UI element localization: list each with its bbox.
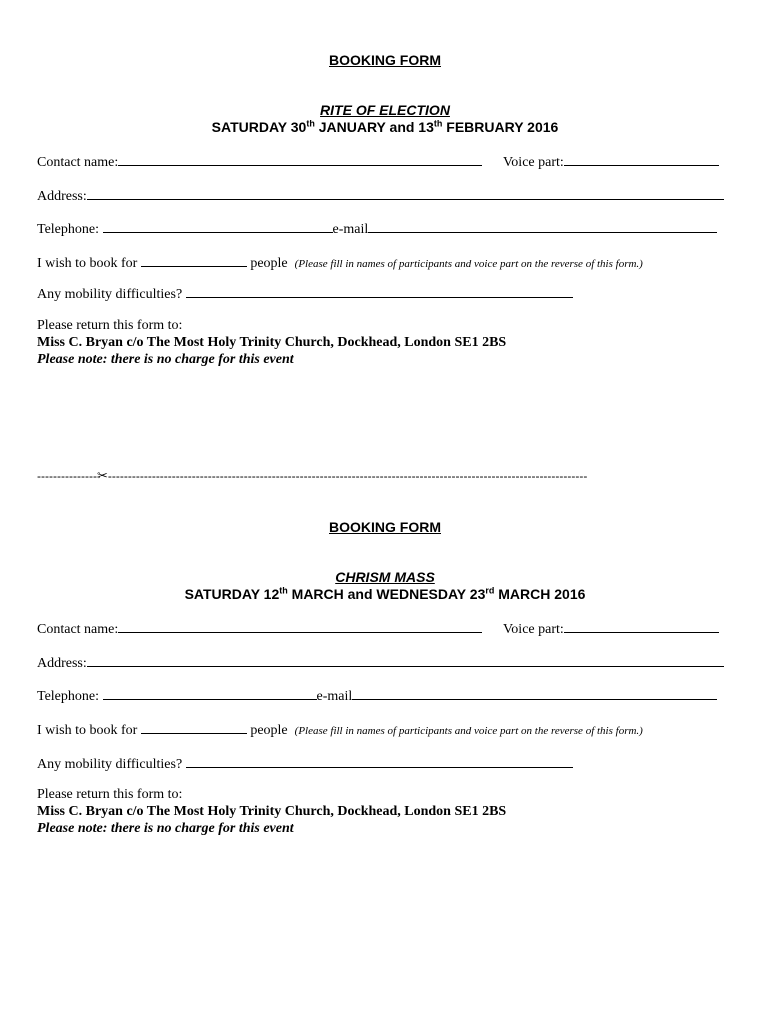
charge-note: Please note: there is no charge for this event (37, 821, 294, 836)
booking-prefix: I wish to book for (37, 723, 138, 738)
mobility-row (37, 754, 573, 773)
event-dates: SATURDAY 30th JANUARY and 13th FEBRUARY 2016 (211, 118, 559, 135)
event-title: RITE OF ELECTION (320, 102, 450, 118)
booking-count-row (37, 253, 643, 272)
booking-prefix: I wish to book for (37, 256, 138, 271)
contact-name-label: Contact name: (37, 622, 119, 637)
voice-part-label: Voice part: (503, 622, 564, 637)
telephone-field[interactable] (103, 219, 333, 233)
address-row (37, 653, 724, 672)
mobility-label: Any mobility difficulties? (37, 287, 183, 302)
cut-line (37, 469, 732, 484)
email-label: e-mail (316, 689, 353, 704)
voice-part-field[interactable] (564, 619, 719, 633)
voice-part-row (503, 152, 719, 171)
booking-suffix: people (250, 256, 288, 271)
booking-note: (Please fill in names of participants and voice part on the reverse of this form.) (294, 258, 643, 270)
email-field[interactable] (352, 686, 717, 700)
voice-part-label: Voice part: (503, 155, 564, 170)
address-label: Address: (37, 189, 87, 204)
contact-name-label: Contact name: (37, 155, 119, 170)
booking-count-row (37, 720, 643, 739)
scissors-icon: ✂ (96, 469, 108, 484)
contact-name-field[interactable] (118, 152, 482, 166)
cut-line-right: ------------------------------------------------------------------------------------------------------------------------ (107, 469, 588, 483)
form-heading: BOOKING FORM (329, 519, 441, 535)
email-label: e-mail (332, 222, 369, 237)
mobility-field[interactable] (186, 284, 573, 298)
address-row (37, 186, 724, 205)
mobility-field[interactable] (186, 754, 573, 768)
mobility-label: Any mobility difficulties? (37, 757, 183, 772)
address-label: Address: (37, 656, 87, 671)
telephone-row (37, 219, 717, 238)
telephone-row (37, 686, 717, 705)
booking-suffix: people (250, 723, 288, 738)
form-heading: BOOKING FORM (329, 52, 441, 68)
people-count-field[interactable] (141, 253, 247, 267)
address-field[interactable] (87, 653, 724, 667)
telephone-label: Telephone: (37, 222, 99, 237)
people-count-field[interactable] (141, 720, 247, 734)
charge-note: Please note: there is no charge for this event (37, 352, 294, 367)
address-field[interactable] (87, 186, 724, 200)
telephone-field[interactable] (103, 686, 317, 700)
return-label: Please return this form to: (37, 318, 183, 333)
voice-part-field[interactable] (564, 152, 719, 166)
contact-name-field[interactable] (118, 619, 482, 633)
contact-name-row (37, 619, 482, 638)
voice-part-row (503, 619, 719, 638)
return-address: Miss C. Bryan c/o The Most Holy Trinity Church, Dockhead, London SE1 2BS (37, 335, 507, 350)
return-address: Miss C. Bryan c/o The Most Holy Trinity Church, Dockhead, London SE1 2BS (37, 804, 507, 819)
mobility-row (37, 284, 573, 303)
email-field[interactable] (368, 219, 717, 233)
event-title: CHRISM MASS (335, 569, 435, 585)
contact-name-row (37, 152, 482, 171)
cut-line-left: --------------- (37, 469, 97, 483)
booking-note: (Please fill in names of participants and voice part on the reverse of this form.) (294, 725, 643, 737)
return-label: Please return this form to: (37, 787, 183, 802)
telephone-label: Telephone: (37, 689, 99, 704)
event-dates: SATURDAY 12th MARCH and WEDNESDAY 23rd MARCH 2016 (184, 585, 586, 602)
